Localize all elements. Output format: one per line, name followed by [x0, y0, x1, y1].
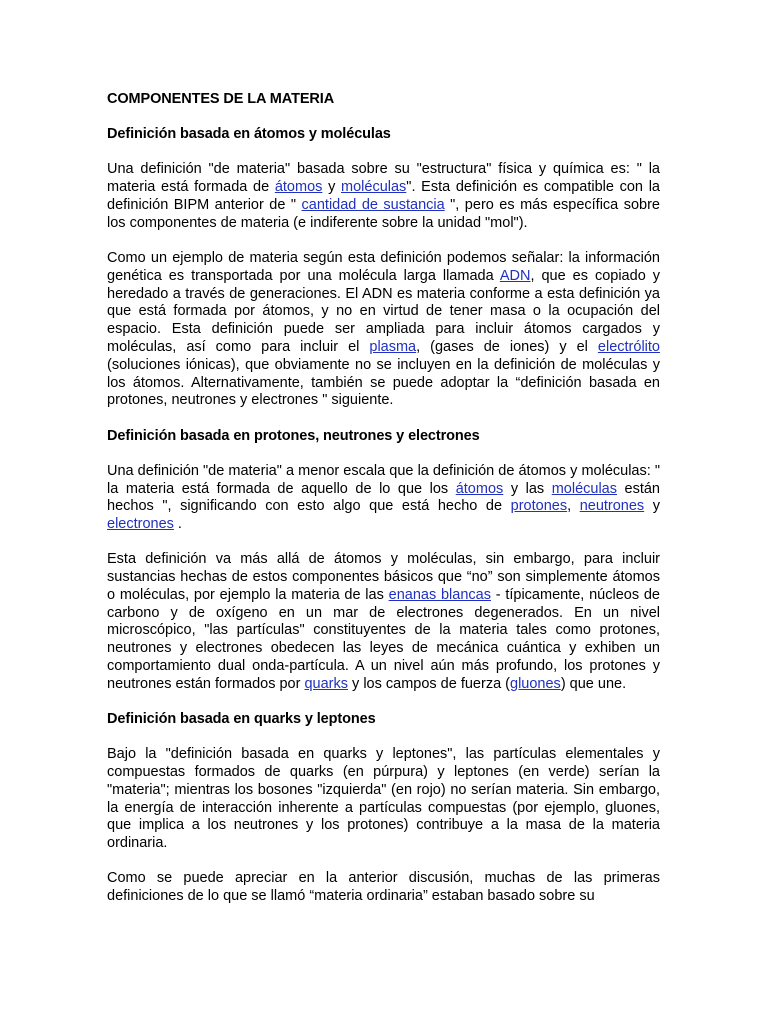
- text-run: y: [322, 179, 342, 196]
- wiki-link[interactable]: moléculas: [551, 480, 617, 497]
- text-run: y los campos de fuerza (: [348, 675, 511, 692]
- wiki-link[interactable]: protones: [510, 498, 568, 515]
- section-heading: Definición basada en átomos y moléculas: [107, 126, 391, 143]
- section-heading: Definición basada en protones, neutrones y electrones: [107, 427, 480, 444]
- text-run: Una definición "de materia" a menor escala que la definición de átomos y moléculas: " la materia está formada de aquello de lo que los: [107, 462, 660, 497]
- text-run: (soluciones iónicas), que obviamente no se incluyen en la definición de moléculas y los átomos. Alternativamente, también se puede adoptar la “definición basada en protones, neutrones y electrones " siguiente.: [107, 356, 660, 409]
- text-run: Bajo la "definición basada en quarks y leptones", las partículas elementales y compuestas formados de quarks (en púrpura) y leptones (en verde) serían la "materia"; mientras los bosones "izquierda" (en rojo) no serían materia. Sin embargo, la energía de interacción inherente a partículas compuestas (por ejemplo, gluones, que implica a los neutrones y los protones) contribuye a la masa de la materia ordinaria.: [107, 746, 660, 852]
- text-run: ". Esta definición es compatible con la definición BIPM anterior de ": [107, 179, 660, 213]
- paragraph: [107, 870, 660, 906]
- paragraph: [107, 746, 660, 853]
- wiki-link[interactable]: neutrones: [579, 498, 645, 515]
- text-run: ,: [567, 498, 580, 515]
- text-run: , (gases de iones) y el: [416, 338, 598, 355]
- wiki-link[interactable]: plasma: [369, 338, 417, 355]
- wiki-link[interactable]: electrones: [107, 516, 174, 533]
- text-run: y las: [503, 480, 552, 497]
- section-heading: Definición basada en quarks y leptones: [107, 711, 376, 728]
- text-run: Una definición "de materia" basada sobre su "estructura" física y química es: " la materia está formada de: [107, 161, 660, 196]
- text-run: Como un ejemplo de materia según esta definición podemos señalar: la información genética es transportada por una molécula larga llamada: [107, 249, 660, 284]
- wiki-link[interactable]: cantidad de sustancia: [301, 196, 445, 213]
- text-run: están hechos ", significando con esto algo que está hecho de: [107, 480, 660, 515]
- wiki-link[interactable]: quarks: [304, 675, 349, 692]
- text-run: y: [644, 498, 661, 515]
- text-run: .: [173, 516, 182, 533]
- document-page: [107, 91, 660, 923]
- text-run: , que es copiado y heredado a través de generaciones. El ADN es materia conforme a esta definición ya que está formada por átomos, y no en virtud de tener masa o la ocupación del espacio. Esta definición puede ser ampliada para incluir átomos cargados y moléculas, así como para incluir el: [107, 267, 660, 355]
- paragraph: [107, 551, 660, 693]
- paragraph: [107, 463, 660, 534]
- text-run: - típicamente, núcleos de carbono y de oxígeno en un mar de electrones degenerados. En un nivel microscópico, "las partículas" constituyentes de la materia tales como protones, neutrones y electrones obedecen las leyes de mecánica cuántica y exhiben un comportamiento dual onda-partícula. A un nivel aún más profundo, los protones y neutrones están formados por: [107, 586, 660, 692]
- document-title: COMPONENTES DE LA MATERIA: [107, 91, 335, 107]
- wiki-link[interactable]: ADN: [499, 267, 531, 284]
- wiki-link[interactable]: átomos: [455, 480, 504, 497]
- document-body: [107, 126, 660, 906]
- text-run: Como se puede apreciar en la anterior discusión, muchas de las primeras definiciones de lo que se llamó “materia ordinaria” estaban basado sobre su: [107, 870, 660, 905]
- text-run: Esta definición va más allá de átomos y moléculas, sin embargo, para incluir sustancias hechas de estos componentes básicos que “no” son simplemente átomos o moléculas, por ejemplo la materia de las: [107, 551, 660, 603]
- wiki-link[interactable]: electrólito: [597, 338, 660, 355]
- wiki-link[interactable]: átomos: [274, 179, 323, 196]
- text-run: ", pero es más específica sobre los componentes de materia (e indiferente sobre la unidad "mol").: [107, 196, 660, 231]
- wiki-link[interactable]: enanas blancas: [388, 586, 491, 603]
- wiki-link[interactable]: moléculas: [341, 179, 407, 196]
- paragraph: [107, 250, 660, 410]
- text-run: ) que une.: [560, 675, 627, 692]
- paragraph: [107, 161, 660, 232]
- wiki-link[interactable]: gluones: [510, 675, 561, 692]
